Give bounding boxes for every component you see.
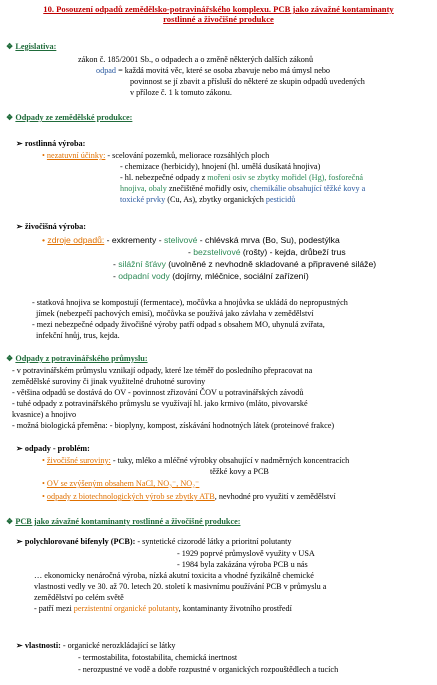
pcb-poly-line-1 xyxy=(16,537,292,547)
dot-bullet-icon: • xyxy=(42,479,45,488)
text: - syntetické cizorodé látky a prioritní polutanty xyxy=(135,537,292,546)
potr-line-4: - tuhé odpady z potravinářského průmyslu se využívají hl. jako krmivo (mláto, pivovarské xyxy=(12,399,308,408)
title-line-1: 10. Posouzení odpadů zemědělsko-potravinářského komplexu. PCB jako závažné kontaminanty xyxy=(43,4,394,14)
pcb-poly-line-5: vlastnosti vedly ve 30. až 70. letech 20. století k masivnímu používání PCB v průmyslu a xyxy=(34,582,327,591)
zivocisna-line-4 xyxy=(113,271,309,281)
dot-bullet-icon: • xyxy=(42,456,45,465)
diamond-bullet-icon: ❖ xyxy=(6,354,14,363)
problem-line-3 xyxy=(42,492,336,502)
vlastnosti-line-2: - termostabilita, fotostabilita, chemická inertnost xyxy=(78,653,238,662)
zemedelske-heading: Odpady ze zemědělské produkce: xyxy=(15,113,133,122)
highlight-text: toxické prvky xyxy=(120,195,166,204)
text: - xyxy=(113,259,119,269)
rostlinna-line-5 xyxy=(120,195,295,205)
highlight-text: odpady z biotechnologických výrob se zbytky ATB xyxy=(46,492,215,501)
highlight-text: OV se zvýšeným obsahem NaCl, NO₃⁻, NO₂⁻ xyxy=(46,479,200,488)
text: , kontaminanty životního prostředí xyxy=(178,604,292,613)
zivocisna-heading: živočišná výroba: xyxy=(24,222,86,231)
highlight-text: mořeni osiv se zbytky mořidel (Hg), fosforečná xyxy=(207,173,364,182)
rostlinna-line-1 xyxy=(42,151,269,161)
zemedelske-heading-row xyxy=(6,113,132,123)
problem-heading: odpady - problém: xyxy=(24,444,90,453)
text: , nevhodné pro využití v zemědělství xyxy=(214,492,336,501)
text: znečištěné mořidly osiv, xyxy=(166,184,251,193)
pcb-poly-line-6: zemědělství po celém světě xyxy=(34,593,124,602)
problem-line-1b: těžké kovy a PCB xyxy=(210,467,269,476)
text: - chlévská mrva (Bo, Su), podestýlka xyxy=(197,235,340,245)
diamond-bullet-icon: ❖ xyxy=(6,42,14,51)
highlight-text: silážní šťávy xyxy=(118,259,166,269)
arrow-bullet-icon: ➢ xyxy=(16,444,23,453)
rostlinna-line-3 xyxy=(120,173,363,183)
zivocisna-line-3 xyxy=(113,259,376,269)
problem-heading-row xyxy=(16,444,90,454)
potr-line-3: - většina odpadů se dostává do OV - povinnost zřizování ČOV u potravinářských závodů xyxy=(12,388,304,397)
arrow-bullet-icon: ➢ xyxy=(16,641,23,650)
rostlinna-line-2: - chemizace (herbicidy), hnojení (hl. umělá dusíkatá hnojiva) xyxy=(120,162,321,171)
highlight-text: chemikálie obsahující těžké kovy a xyxy=(250,184,366,193)
odpad-term: odpad xyxy=(96,66,117,75)
text: (dojírny, mléčnice, sociální zařízení) xyxy=(169,271,309,281)
diamond-bullet-icon: ❖ xyxy=(6,517,14,526)
vlastnosti-line-1 xyxy=(16,641,176,651)
legislativa-heading: Legislativa: xyxy=(15,42,57,51)
text: - patří mezi xyxy=(34,604,74,613)
page-title xyxy=(0,4,437,25)
potr-line-5: kvasnice) a hnojivo xyxy=(12,410,77,419)
pcb-heading: PCB jako závažné kontaminanty rostlinné a živočišné produkce: xyxy=(15,517,241,526)
text: (rošty) - kejda, drůbeží trus xyxy=(240,247,346,257)
diamond-bullet-icon: ❖ xyxy=(6,113,14,122)
potr-line-2: zemědělské suroviny či jinak využitelné druhotné suroviny xyxy=(12,377,206,386)
text: - organické nerozkládající se látky xyxy=(60,641,176,650)
odpad-definition-1 xyxy=(96,66,330,76)
vlastnosti-line-3: - nerozpustné ve vodě a dobře rozpustné v organických rozpouštědlech a tucích xyxy=(78,665,339,674)
highlight-text: stelivové xyxy=(163,235,198,245)
text: (Cu, As), zbytky organických xyxy=(165,195,266,204)
pcb-poly-line-2: - 1929 poprvé průmyslově využity v USA xyxy=(177,549,315,558)
zem-paragraph-2: jímek (nebezpečí pachových emisí), močůvka se používá jako závlaha v zemědělství xyxy=(36,309,314,318)
highlight-text: pesticidů xyxy=(265,195,296,204)
potravinarske-heading: Odpady z potravinářského průmyslu: xyxy=(15,354,148,363)
text: - xyxy=(188,247,194,257)
title-line-2: rostlinné a živočišné produkce xyxy=(163,14,274,25)
problem-line-2 xyxy=(42,479,199,489)
rostlinna-heading: rostlinná výroba: xyxy=(24,139,86,148)
odpad-definition-2: povinnost se jí zbavit a přísluší do některé ze skupin odpadů uvedených xyxy=(130,77,365,86)
zivocisna-line-2 xyxy=(188,247,346,257)
zivocisna-line-1 xyxy=(42,235,340,245)
problem-line-1 xyxy=(42,456,349,466)
zem-paragraph-1: - statková hnojiva se kompostují (fermentace), močůvka a hnojůvka se ukládá do nepropustných xyxy=(32,298,348,307)
arrow-bullet-icon: ➢ xyxy=(16,222,23,231)
legislativa-row xyxy=(6,42,56,52)
text: - hl. nebezpečné odpady z xyxy=(120,173,208,182)
highlight-text: hnojiva, obaly xyxy=(120,184,167,193)
poly-heading: polychlorované bifenyly (PCB): xyxy=(24,537,136,546)
dot-bullet-icon: • xyxy=(42,235,46,245)
potr-line-6: - možná biologická přeměna: - bioplyny, kompost, získávání hodnotných látek (proteinové frakce) xyxy=(12,421,335,430)
text: - xyxy=(113,271,119,281)
zem-paragraph-3: - mezi nebezpečné odpady živočišné výroby patří odpad s obsahem MO, uhynulá zvířata, xyxy=(32,320,325,329)
dot-bullet-icon: • xyxy=(42,492,45,501)
text: (uvolněné z nevhodně skladované a připravené siláže) xyxy=(165,259,377,269)
text: - tuky, mléko a mléčné výrobky obsahující v nadměrných koncentracích xyxy=(110,456,350,465)
text: - exkrementy - xyxy=(104,235,164,245)
def-text: = každá movitá věc, které se osoba zbavuje nebo má úmysl nebo xyxy=(116,66,331,75)
nezatuvni-label: nezatuvní účinky: xyxy=(46,151,106,160)
highlight-text: perzistentní organické polutanty xyxy=(73,604,179,613)
rostlinna-text: - scelování pozemků, meliorace rozsáhlých ploch xyxy=(105,151,270,160)
pcb-heading-row xyxy=(6,517,240,527)
pcb-poly-line-3: - 1984 byla zakázána výroba PCB u nás xyxy=(177,560,308,569)
rostlinna-line-4 xyxy=(120,184,365,194)
zivocisna-heading-row xyxy=(16,222,86,232)
vlastnosti-heading: vlastnosti: xyxy=(24,641,61,650)
potravinarske-heading-row xyxy=(6,354,148,364)
highlight-text: bezstelivové xyxy=(193,247,241,257)
pcb-poly-line-4: … ekonomicky nenáročná výroba, nízká akutní toxicita a vhodné fyzikálně chemické xyxy=(34,571,314,580)
highlight-text: živočišné suroviny: xyxy=(46,456,111,465)
law-reference: zákon č. 185/2001 Sb., o odpadech a o změně některých dalších zákonů xyxy=(78,55,314,64)
dot-bullet-icon: • xyxy=(42,151,45,160)
zem-paragraph-4: infekční hnůj, trus, kejda. xyxy=(36,331,120,340)
arrow-bullet-icon: ➢ xyxy=(16,139,23,148)
zdroje-label: zdroje odpadů: xyxy=(47,235,105,245)
arrow-bullet-icon: ➢ xyxy=(16,537,23,546)
highlight-text: odpadní vody xyxy=(118,271,170,281)
odpad-definition-3: v příloze č. 1 k tomuto zákonu. xyxy=(130,88,232,97)
rostlinna-heading-row xyxy=(16,139,85,149)
potr-line-1: - v potravinářském průmyslu vznikají odpady, které lze téměř do posledního přepracovat na xyxy=(12,366,313,375)
pcb-poly-line-7 xyxy=(34,604,292,614)
